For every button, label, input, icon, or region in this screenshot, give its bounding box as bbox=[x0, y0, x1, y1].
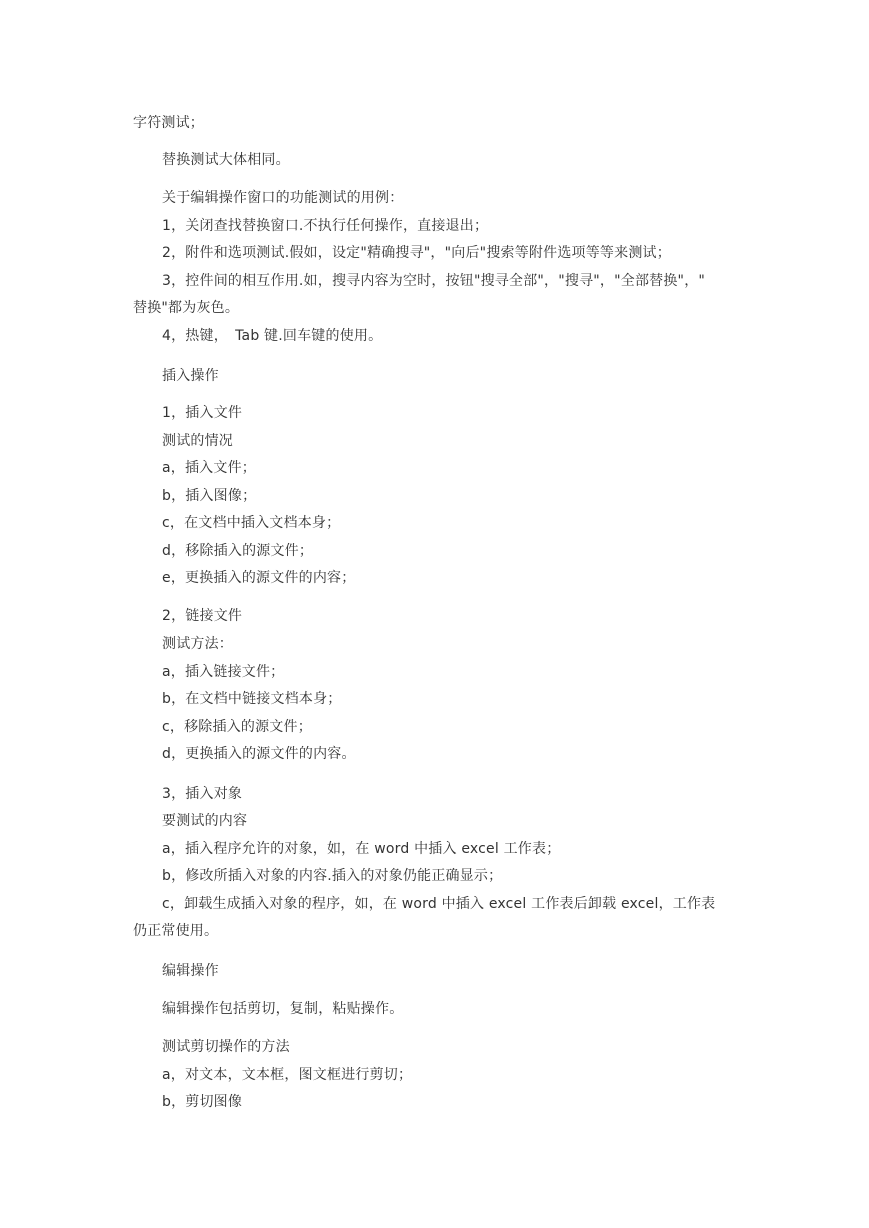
text-line: 替换测试大体相同。 bbox=[162, 152, 290, 168]
list-item: d，更换插入的源文件的内容。 bbox=[162, 746, 356, 762]
text-line: 4，热键， Tab 键.回车键的使用。 bbox=[162, 328, 383, 344]
list-item: c，卸载生成插入对象的程序，如，在 word 中插入 excel 工作表后卸载 excel，工作表 bbox=[162, 896, 716, 912]
list-item: b，剪切图像 bbox=[162, 1094, 243, 1110]
list-item: a，对文本，文本框，图文框进行剪切； bbox=[162, 1067, 413, 1083]
text-line: 1，关闭查找替换窗口.不执行任何操作，直接退出； bbox=[162, 218, 489, 234]
section-heading: 编辑操作 bbox=[162, 963, 219, 979]
list-item: b，修改所插入对象的内容.插入的对象仍能正确显示； bbox=[162, 868, 503, 884]
text-line: 仍正常使用。 bbox=[133, 923, 219, 939]
section-heading: 插入操作 bbox=[162, 368, 219, 384]
list-item: e，更换插入的源文件的内容； bbox=[162, 570, 356, 586]
list-item: d，移除插入的源文件； bbox=[162, 543, 314, 559]
text-line: 3，控件间的相互作用.如，搜寻内容为空时，按钮"搜寻全部"，"搜寻"，"全部替换"，" bbox=[162, 273, 706, 289]
list-item: a，插入链接文件； bbox=[162, 664, 285, 680]
text-line: 关于编辑操作窗口的功能测试的用例： bbox=[162, 190, 404, 206]
text-line: 测试的情况 bbox=[162, 433, 233, 449]
text-line: 测试方法： bbox=[162, 636, 233, 652]
subsection-heading: 1，插入文件 bbox=[162, 405, 243, 421]
list-item: b，在文档中链接文档本身； bbox=[162, 691, 342, 707]
subsection-heading: 3，插入对象 bbox=[162, 786, 243, 802]
text-line: 替换"都为灰色。 bbox=[133, 300, 240, 316]
list-item: c，移除插入的源文件； bbox=[162, 719, 312, 735]
text-line: 字符测试； bbox=[133, 115, 204, 131]
text-line: 测试剪切操作的方法 bbox=[162, 1039, 290, 1055]
text-line: 编辑操作包括剪切，复制，粘贴操作。 bbox=[162, 1001, 404, 1017]
list-item: a，插入文件； bbox=[162, 460, 256, 476]
subsection-heading: 2，链接文件 bbox=[162, 608, 243, 624]
list-item: a，插入程序允许的对象，如，在 word 中插入 excel 工作表； bbox=[162, 841, 561, 857]
list-item: b，插入图像； bbox=[162, 488, 257, 504]
text-line: 2，附件和选项测试.假如，设定"精确搜寻"，"向后"搜索等附件选项等等来测试； bbox=[162, 245, 671, 261]
list-item: c，在文档中插入文档本身； bbox=[162, 515, 341, 531]
text-line: 要测试的内容 bbox=[162, 813, 248, 829]
